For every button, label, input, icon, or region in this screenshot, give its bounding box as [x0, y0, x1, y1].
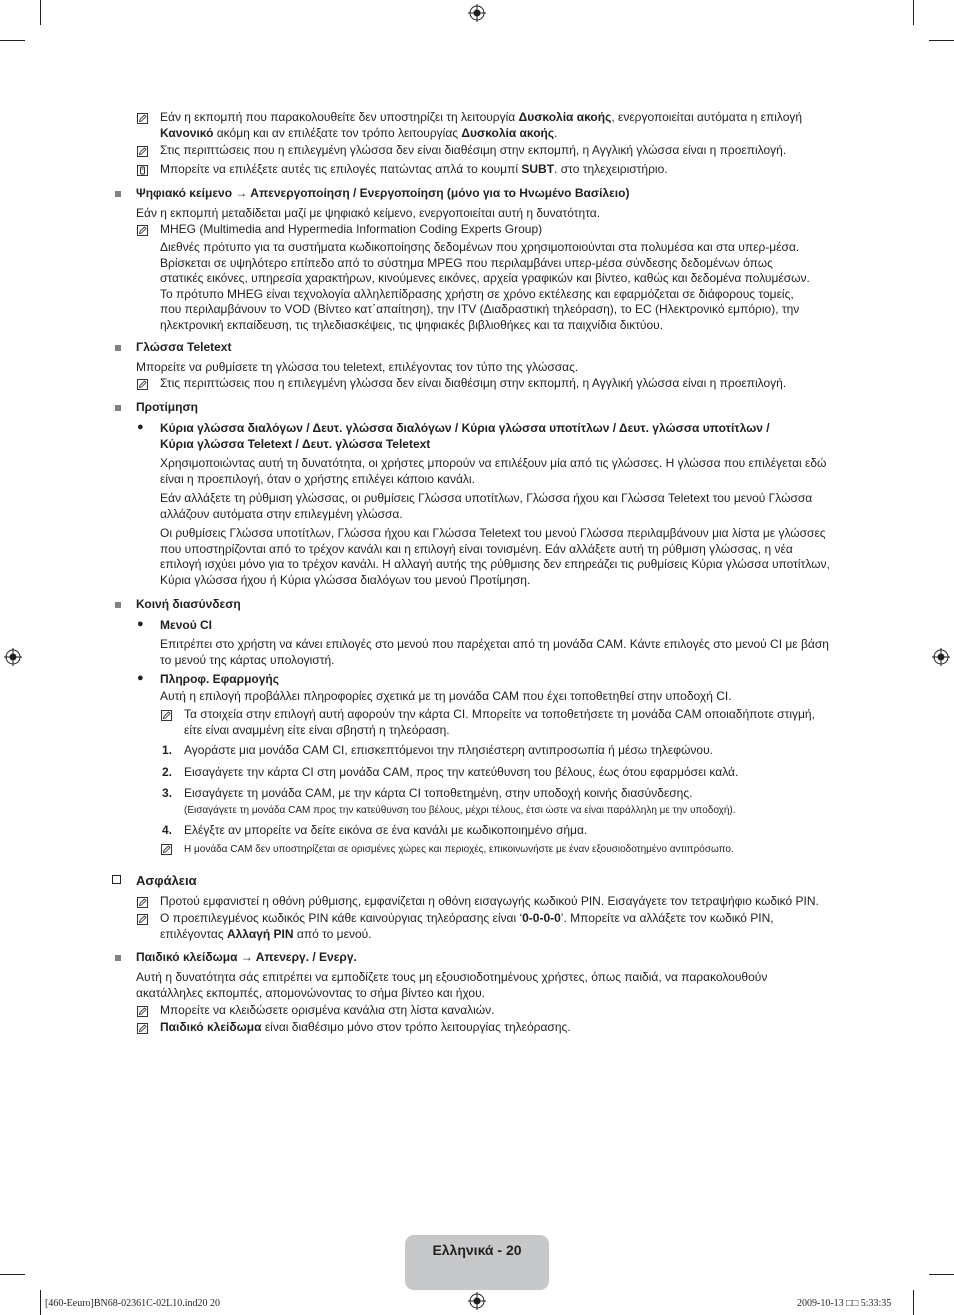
text-line: Αυτή η δυνατότητα σάς επιτρέπει να εμποδίζετε τους μη εξουσιοδοτημένους χρήστες, όπως παιδιά, να παρακολουθούν	[136, 970, 768, 984]
text-line: επιλέγοντας Αλλαγή PIN από το μενού.	[160, 926, 372, 941]
text-line: Οι ρυθμίσεις Γλώσσα υποτίτλων, Γλώσσα ήχου και Γλώσσα Teletext του μενού Γλώσσα περιλαμβάνουν μια λίστα με γλώσσες	[160, 526, 826, 540]
registration-mark-icon	[932, 648, 950, 666]
text-line: Μπορείτε να ρυθμίσετε τη γλώσσα του teletext, επιλέγοντας τον τύπο της γλώσσας.	[136, 360, 579, 374]
text-line: Μπορείτε να επιλέξετε αυτές τις επιλογές πατώντας απλά το κουμπί SUBT. στο τηλεχειριστήριο.	[160, 162, 668, 176]
text-line: Ελέγξτε αν μπορείτε να δείτε εικόνα σε ένα κανάλι με κωδικοποιημένο σήμα.	[184, 823, 588, 837]
crop-mark	[0, 40, 25, 41]
text-line: MHEG (Multimedia and Hypermedia Information Coding Experts Group)	[160, 222, 543, 236]
note-icon	[161, 710, 172, 721]
page-number: Ελληνικά - 20	[432, 1242, 522, 1258]
text-line: στατικές εικόνες, υπηρεσία χαρακτήρων, κινούμενες εικόνες, αρχεία γραφικών και βίντεο, καθώς και δεδομένα πολυμέσων.	[160, 271, 810, 285]
text-line: επιλογή ισχύει μόνο για το τρέχον κανάλι. Η αλλαγή αυτής της ρύθμισης δεν επηρεάζει τις ρυθμίσεις Κύρια γλώσσα υποτίτλων,	[160, 557, 830, 571]
text-line: Βρίσκεται σε υψηλότερο επίπεδο από το σύστημα MPEG που περιλαμβάνει υπερ-μέσα σύνδεσης δεδομένων όπως	[160, 255, 773, 270]
crop-mark	[929, 40, 954, 41]
text-line: Κανονικό ακόμη και αν επιλέξατε τον τρόπο λειτουργίας Δυσκολία ακοής.	[160, 125, 558, 140]
text-line: που περιλαμβάνουν το VOD (Βίντεο κατ΄απαίτηση), την ITV (Διαδραστική τηλεόραση), το EC (Ηλεκτρονικό εμπόριο), την	[160, 302, 800, 316]
note-icon	[137, 1023, 148, 1034]
note-icon	[137, 225, 148, 236]
text-line: αλλάζουν αυτόματα στην επιλεγμένη γλώσσα.	[160, 506, 403, 521]
text-line: Αγοράστε μια μονάδα CAM CI, επισκεπτόμενοι την πλησιέστερη αντιπροσωπία ή μέσω τηλεφώνου.	[184, 743, 713, 757]
bullet-icon: ●	[137, 421, 144, 433]
square-bullet-icon	[115, 345, 121, 351]
text-line: Τα στοιχεία στην επιλογή αυτή αφορούν την κάρτα CI. Μπορείτε να τοποθετήσετε τη μονάδα CAM οποιαδήποτε στιγμή,	[184, 707, 815, 721]
text-line: Προτίμηση	[136, 400, 198, 414]
text-line: Παιδικό κλείδωμα είναι διαθέσιμο μόνο στον τρόπο λειτουργίας τηλεόρασης.	[160, 1020, 571, 1034]
text-line: Η μονάδα CAM δεν υποστηρίζεται σε ορισμένες χώρες και περιοχές, επικοινωνήστε με έναν εξουσιοδοτημένο αντιπρόσωπο.	[184, 844, 734, 855]
crop-mark	[929, 1274, 954, 1275]
bullet-icon: ●	[137, 618, 144, 630]
text-line: Χρησιμοποιώντας αυτή τη δυνατότητα, οι χρήστες μπορούν να επιλέξουν μία από τις γλώσσες. Η γλώσσα που επιλέγεται εδώ	[160, 456, 827, 470]
crop-mark	[913, 1290, 914, 1315]
text-line: Παιδικό κλείδωμα → Απενεργ. / Ενεργ.	[136, 950, 357, 964]
text-line: Διεθνές πρότυπο για τα συστήματα κωδικοποίησης δεδομένων που χρησιμοποιούνται στα πολυμέσα και στα υπερ-μέσα.	[160, 240, 800, 254]
text-line: Στις περιπτώσεις που η επιλεγμένη γλώσσα δεν είναι διαθέσιμη στην εκπομπή, η Αγγλική γλώσσα είναι η προεπιλογή.	[160, 143, 787, 157]
text-line: Στις περιπτώσεις που η επιλεγμένη γλώσσα δεν είναι διαθέσιμη στην εκπομπή, η Αγγλική γλώσσα είναι η προεπιλογή.	[160, 376, 787, 390]
registration-mark-icon	[4, 648, 22, 666]
text-line: Το πρότυπο MHEG είναι τεχνολογία αλληλεπίδρασης χρήστη σε χρόνο εκτέλεσης και εφαρμόζεται σε διάφορους τομείς,	[160, 286, 794, 301]
step-number: 1.	[162, 743, 173, 757]
note-icon	[137, 914, 148, 925]
text-line: (Εισαγάγετε τη μονάδα CAM προς την κατεύθυνση του βέλους, μέχρι τέλους, έτσι ώστε να είναι παράλληλη με την υποδοχή).	[184, 804, 736, 816]
crop-mark	[40, 1290, 41, 1315]
step-number: 2.	[162, 765, 173, 779]
text-line: είτε είναι αναμμένη είτε είναι σβηστή η τηλεόραση.	[184, 722, 450, 737]
crop-mark	[40, 0, 41, 25]
text-line: Εισαγάγετε τη μονάδα CAM, με την κάρτα CI τοποθετημένη, στην υποδοχή κοινής διασύνδεσης.	[184, 786, 693, 800]
crop-mark	[913, 0, 914, 25]
print-slug-left: [460-Eeuro]BN68-02361C-02L10.ind20 20	[45, 1298, 220, 1309]
text-line: Μπορείτε να κλειδώσετε ορισμένα κανάλια στη λίστα καναλιών.	[160, 1003, 495, 1017]
note-icon	[137, 113, 148, 124]
text-line: Εάν η εκπομπή μεταδίδεται μαζί με ψηφιακό κείμενο, ενεργοποιείται αυτή η δυνατότητα.	[136, 206, 601, 220]
text-line: Κύρια γλώσσα Teletext / Δευτ. γλώσσα Teletext	[160, 436, 431, 451]
text-line: Εισαγάγετε την κάρτα CI στη μονάδα CAM, προς την κατεύθυνση του βέλους, έως ότου εφαρμόσει καλά.	[184, 765, 739, 779]
note-icon	[137, 1006, 148, 1017]
text-line: που υποστηρίζονται από το τρέχον κανάλι και η επιλογή είναι τονισμένη. Εάν αλλάξετε αυτή τη ρύθμιση γλώσσας, η νέα	[160, 541, 793, 556]
registration-mark-icon	[468, 4, 486, 22]
text-line: Ο προεπιλεγμένος κωδικός PIN κάθε καινούργιας τηλεόρασης είναι ‘0-0-0-0’. Μπορείτε να αλλάξετε τον κωδικό PIN,	[160, 911, 774, 925]
text-line: Επιτρέπει στο χρήστη να κάνει επιλογές στο μενού που παρέχεται από τη μονάδα CAM. Κάντε επιλογές στο μενού CI με βάση	[160, 637, 829, 651]
note-icon	[161, 844, 172, 855]
text-line: είναι η προεπιλογή, όταν ο χρήστης επιλέγει κάποιο κανάλι.	[160, 471, 475, 486]
remote-icon	[137, 165, 148, 176]
print-slug-right: 2009-10-13 □□ 5:33:35	[797, 1298, 892, 1309]
square-bullet-icon	[115, 405, 121, 411]
crop-mark	[0, 1274, 25, 1275]
text-line: το μενού της κάρτας υπολογιστή.	[160, 652, 335, 667]
text-line: ακατάλληλες εκπομπές, απομονώνοντας το σήμα βίντεο και ήχου.	[136, 985, 486, 1000]
note-icon	[137, 146, 148, 157]
text-line: Μενού CI	[160, 618, 213, 632]
note-icon	[137, 379, 148, 390]
bullet-icon: ●	[137, 672, 144, 684]
text-line: Προτού εμφανιστεί η οθόνη ρύθμισης, εμφανίζεται η οθόνη εισαγωγής κωδικού PIN. Εισαγάγετε τον τετραψήφιο κωδικό PIN.	[160, 894, 819, 908]
text-line: Κύρια γλώσσα διαλόγων / Δευτ. γλώσσα διαλόγων / Κύρια γλώσσα υποτίτλων / Δευτ. γλώσσα υποτίτλων /	[160, 421, 770, 435]
step-number: 3.	[162, 786, 173, 800]
text-line: Αυτή η επιλογή προβάλλει πληροφορίες σχετικά με τη μονάδα CAM που έχει τοποθετηθεί στην υποδοχή CI.	[160, 689, 732, 703]
step-number: 4.	[162, 823, 173, 837]
square-bullet-icon	[115, 602, 121, 608]
text-line: Εάν η εκπομπή που παρακολουθείτε δεν υποστηρίζει τη λειτουργία Δυσκολία ακοής, ενεργοποιείται αυτόματα η επιλογή	[160, 110, 803, 124]
text-line: Κοινή διασύνδεση	[136, 597, 241, 611]
text-line: Γλώσσα Teletext	[136, 340, 232, 354]
text-line: Ψηφιακό κείμενο → Απενεργοποίηση / Ενεργοποίηση (μόνο για το Ηνωμένο Βασίλειο)	[136, 186, 630, 200]
note-icon	[137, 897, 148, 908]
text-line: ηλεκτρονική εκπαίδευση, τις τηλεδιασκέψεις, τις ψηφιακές βιβλιοθήκες και τα παιχνίδια δικτύου.	[160, 317, 664, 332]
checkbox-square-icon	[112, 875, 121, 884]
text-line: Κύρια γλώσσα ήχου ή Κύρια γλώσσα διαλόγων του μενού Προτίμηση.	[160, 572, 531, 587]
text-line: Πληροφ. Εφαρμογής	[160, 672, 279, 686]
page-number-tab	[405, 1235, 549, 1290]
registration-mark-icon	[468, 1292, 486, 1310]
square-bullet-icon	[115, 955, 121, 961]
text-line: Εάν αλλάξετε τη ρύθμιση γλώσσας, οι ρυθμίσεις Γλώσσα υποτίτλων, Γλώσσα ήχου και Γλώσσα Teletext του μενού Γλώσσα	[160, 491, 813, 505]
square-bullet-icon	[115, 191, 121, 197]
text-line: Ασφάλεια	[136, 873, 197, 888]
